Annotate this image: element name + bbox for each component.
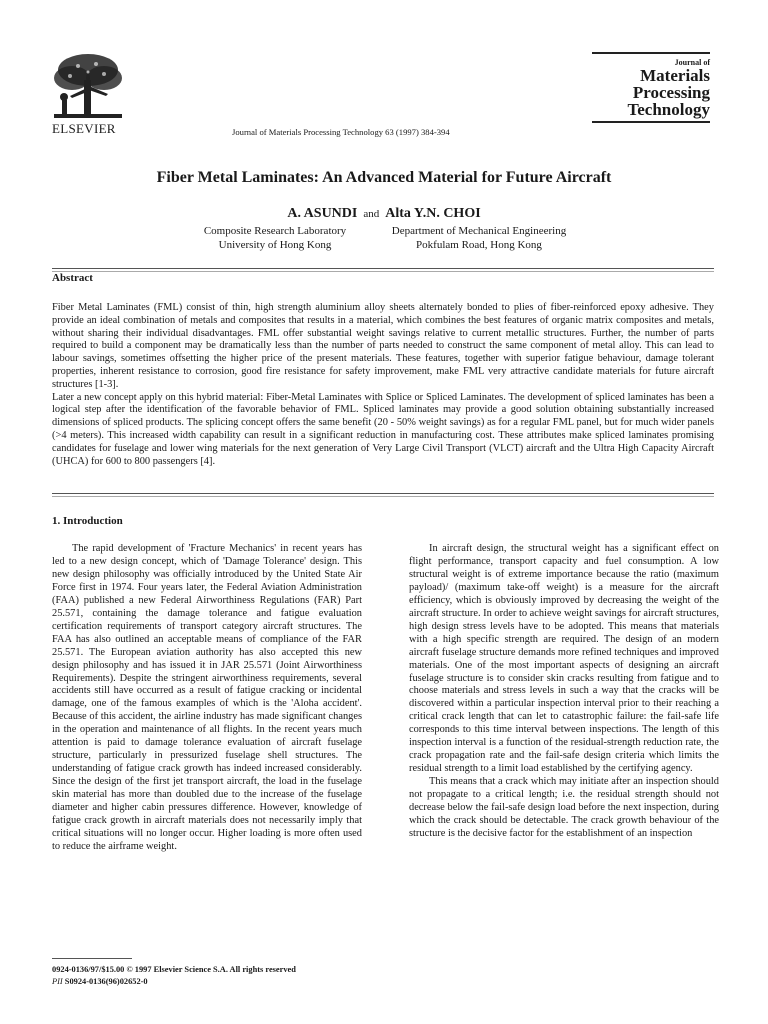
affiliation-line: Pokfulam Road, Hong Kong bbox=[416, 239, 542, 251]
affiliation-line: Composite Research Laboratory bbox=[203, 225, 347, 237]
pii-value: S0924-0136(96)02652-0 bbox=[64, 977, 148, 986]
journal-citation: Journal of Materials Processing Technology 63 (1997) 384-394 bbox=[232, 127, 450, 137]
body-column-left bbox=[52, 543, 362, 854]
journal-name-line: Technology bbox=[627, 100, 710, 119]
masthead-rule-top bbox=[592, 52, 710, 54]
divider bbox=[52, 268, 714, 269]
journal-name-line: Materials bbox=[640, 66, 710, 85]
body-column-right bbox=[409, 543, 719, 841]
copyright-line: 0924-0136/97/$15.00 © 1997 Elsevier Science S.A. All rights reserved bbox=[52, 965, 296, 974]
divider bbox=[52, 271, 714, 272]
masthead-rule-bottom bbox=[592, 121, 710, 123]
author-2: Alta Y.N. CHOI bbox=[385, 206, 481, 221]
section-heading: 1. Introduction bbox=[52, 515, 123, 527]
footnote-rule bbox=[52, 958, 132, 959]
affiliation-2 bbox=[372, 224, 586, 252]
body-paragraph: This means that a crack which may initiate after an inspection should not propagate to a critical length; i.e. the residual strength should not decrease below the fail-safe design load before the next inspection, during which the crack should be detectable. The crack growth behaviour of the structure is the decisive factor for the establishment of an inspection bbox=[409, 776, 719, 839]
divider bbox=[52, 496, 714, 497]
abstract-heading: Abstract bbox=[52, 272, 93, 284]
pii-label: PII bbox=[52, 977, 63, 986]
copyright-footer bbox=[52, 964, 296, 988]
journal-masthead bbox=[592, 52, 710, 123]
author-1: A. ASUNDI bbox=[287, 206, 358, 221]
divider bbox=[52, 493, 714, 494]
abstract-body bbox=[52, 302, 714, 468]
abstract-paragraph: Later a new concept apply on this hybrid material: Fiber-Metal Laminates with Splice or Spliced Laminates. The development of spliced laminates has been a logical step after the identification of the favorable behavior of FML. Spliced laminates may provide a good solution obtaining substantially increased dimensions of spliced products. The splicing concept offers the same benefit (20 - 50% weight savings) as for a regular FML panel, but for much wider panels (>4 meters). This increased width capability can result in a significant reduction in manufacturing cost. These attributes make spliced laminates promising candidates for fuselage and lower wing materials for the next generation of Very Large Civil Transport (VLCT) aircraft and the Ultra High Capacity Aircraft (UHCA) for 600 to 800 passengers [4]. bbox=[52, 391, 714, 467]
abstract-paragraph: Fiber Metal Laminates (FML) consist of thin, high strength aluminium alloy sheets alternately bonded to plies of fiber-reinforced epoxy adhesive. They provide an ideal combination of metals and composites that results in a material, which combines the best features of organic matrix composites and metals, without sharing their individual disadvantages. FML offer substantial weight savings relative to current metallic structures. Further, the number of parts required to build a component may be dramatically less than the number of parts needed to construct the same component of metal alloy. This can lead to labour savings, sometimes offsetting the higher price of the present materials. These features, together with superior fatigue behaviour, damage tolerant properties, inherent resistance to corrosion, good fire resistance for safety improvement, make FML very attractive candidate materials for future aircraft structures [1-3]. bbox=[52, 302, 714, 390]
paper-title: Fiber Metal Laminates: An Advanced Material for Future Aircraft bbox=[156, 169, 612, 186]
pii-line bbox=[52, 976, 296, 988]
affiliation-1 bbox=[180, 224, 370, 252]
affiliation-line: Department of Mechanical Engineering bbox=[391, 225, 567, 237]
journal-name-line: Processing bbox=[632, 83, 710, 102]
elsevier-tree-logo bbox=[48, 52, 126, 124]
author-conjunction: and bbox=[363, 208, 380, 220]
body-paragraph: The rapid development of 'Fracture Mechanics' in recent years has led to a new design concept, which of 'Damage Tolerance' design. This new design philosophy was officially introduced by the United State Air Force first in 1974. Four years later, the Federal Aviation Administration (FAA) published a new Federal Airworthiness Regulations (FAR) Part 25.571, containing the damage tolerance and fatigue evaluation certification requirements of transport category aircraft structures. The FAA has also outlined an acceptable means of compliance of the FAR 25.571. The European aviation authority has also accepted this new design philosophy and has issued it in JAR 25.571 (Joint Airworthiness Requirements). Despite the stringent airworthiness requirements, several accidents still have occurred as a result of fatigue cracking or incidental damage, one of the famous examples of which is the 'Aloha accident'. Because of this accident, the airline industry has made significant changes in the operation and maintenance of all flights. In the recent years much attention is paid to damage tolerance evaluation of aircraft fuselage structure, particularly in pressurized fuselage shell structures. The understanding of fatigue crack growth has indeed increased considerably. Since the design of the first jet transport aircraft, the load in the fuselage skin material has more than doubled due to the increase of the fuselage diameter and higher cabin pressures difference. However, knowledge of fatigue crack growth in aircraft materials does not necessarily imply that critical situations will no longer occur. Higher loading is more often used to reduce the airframe weight. bbox=[52, 543, 362, 852]
journal-of-label: Journal of bbox=[674, 58, 710, 67]
body-paragraph: In aircraft design, the structural weight has a significant effect on flight performance, transport capacity and fuel consumption. A low structural weight is of extreme importance because the ratio (maximum payload)/ (maximum take-off weight) is a measure for the aircraft efficiency, which is obviously improved by decreasing the weight of the aircraft structure. In order to achieve weight savings for aircraft structures, high design stress levels have to be adopted. This means that materials with a high specific strength are required. The design of an modern aircraft fuselage structure demands more refined techniques and improved materials. One of the most important aspects of designing an aircraft fuselage structure is to consider skin cracks resulting from fatigue and to choose materials and stress levels in such a way that the cracks will be discovered within a particular inspection interval prior to their reaching a critical crack length that can let to catastrophic failure: the fail-safe life corresponds to this time interval between inspections. The length of this inspection interval is a function of the residual-strength reduction rate, the crack propagation rate and the fail-safe design criteria which limits the residual strength to a limit load established by the certifying agency. bbox=[409, 543, 719, 775]
author-line bbox=[0, 206, 768, 222]
affiliation-line: University of Hong Kong bbox=[218, 239, 332, 251]
publisher-name: ELSEVIER bbox=[52, 121, 116, 136]
